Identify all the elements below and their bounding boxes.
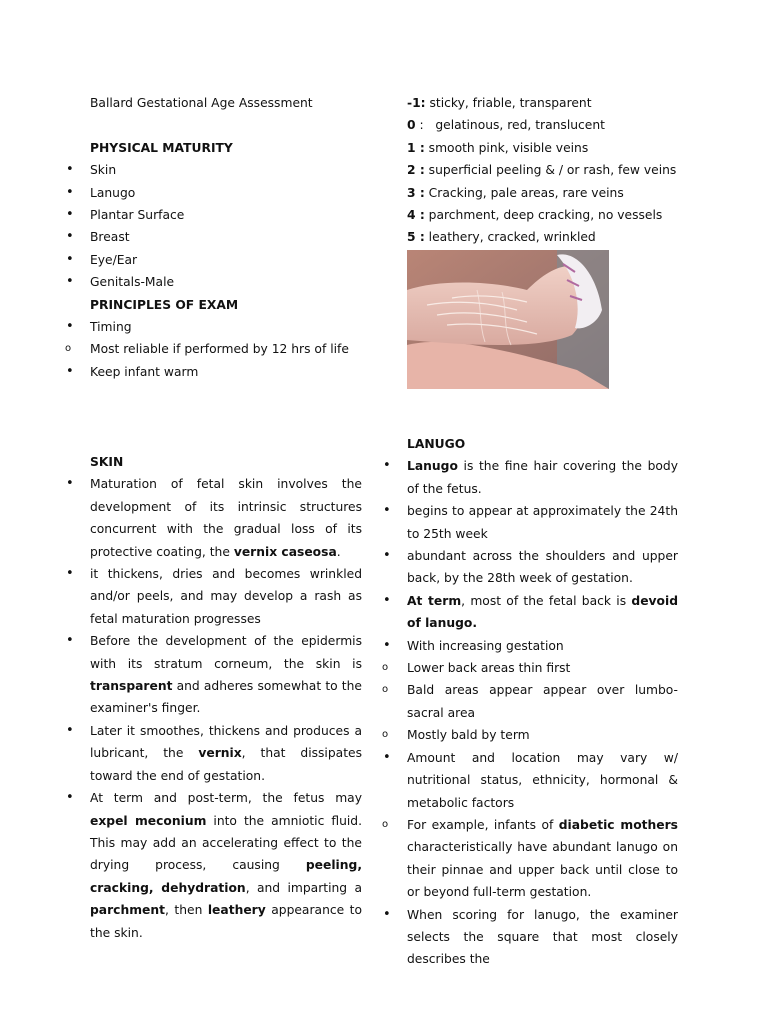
skin-section [90,451,362,944]
physical-maturity-heading: PHYSICAL MATURITY [90,140,233,155]
infant-foot-photo [407,250,609,389]
score-row: 2 : superficial peeling & / or rash, few veins [407,163,677,178]
foot-illustration [407,250,609,389]
list-item: • With increasing gestation [407,635,678,657]
score-row: 4 : parchment, deep cracking, no vessels [407,208,663,223]
score-row: -1: sticky, friable, transparent [407,96,592,110]
lanugo-section [407,433,678,971]
list-item: • At term and post-term, the fetus may expel meconium into the amniotic fluid. This may add an accelerating effect to the drying process, causing peeling, cracking, dehydration, and imparting a parchment, then leathery appearance to the skin. [90,787,362,944]
sub-list-item: o For example, infants of diabetic mothers characteristically have abundant lanugo on their pinnae and upper back until close to or beyond full-term gestation. [407,814,678,904]
principles-list [90,316,362,383]
list-item: • it thickens, dries and becomes wrinkled and/or peels, and may develop a rash as fetal maturation progresses [90,563,362,630]
list-item: • Timing [90,316,362,338]
skin-score-list [407,92,678,249]
sub-list-item: o Mostly bald by term [407,724,678,746]
list-item: • Later it smoothes, thickens and produces a lubricant, the vernix, that dissipates toward the end of gestation. [90,720,362,787]
left-column [90,92,362,383]
list-item: • abundant across the shoulders and upper back, by the 28th week of gestation. [407,545,678,590]
physical-maturity-list [90,159,362,293]
sub-list-item: o Most reliable if performed by 12 hrs of life [90,338,362,360]
score-row: 1 : smooth pink, visible veins [407,140,589,155]
list-item: • Skin [90,159,362,181]
skin-list [90,473,362,944]
list-item: • Lanugo is the fine hair covering the body of the fetus. [407,455,678,500]
document-title: Ballard Gestational Age Assessment [90,96,313,110]
lanugo-heading: LANUGO [407,437,466,451]
list-item: • Plantar Surface [90,204,362,226]
sub-list-item: o Lower back areas thin first [407,657,678,679]
principles-heading: PRINCIPLES OF EXAM [90,297,239,312]
list-item: • Keep infant warm [90,361,362,383]
sub-list-item: o Bald areas appear appear over lumbo-sacral area [407,679,678,724]
score-row: 0 : gelatinous, red, translucent [407,118,605,133]
list-item: • Amount and location may vary w/ nutritional status, ethnicity, hormonal & metabolic factors [407,747,678,814]
score-row: 3 : Cracking, pale areas, rare veins [407,185,624,200]
list-item: • Eye/Ear [90,249,362,271]
list-item: • Lanugo [90,182,362,204]
skin-heading: SKIN [90,455,124,469]
list-item: • Genitals-Male [90,271,362,293]
list-item: • At term, most of the fetal back is devoid of lanugo. [407,590,678,635]
lanugo-list [407,455,678,970]
score-row: 5 : leathery, cracked, wrinkled [407,230,596,245]
list-item: • Breast [90,226,362,248]
list-item: • Maturation of fetal skin involves the development of its intrinsic structures concurrent with the gradual loss of its protective coating, the vernix caseosa. [90,473,362,563]
list-item: • Before the development of the epidermis with its stratum corneum, the skin is transparent and adheres somewhat to the examiner's finger. [90,630,362,720]
list-item: • When scoring for lanugo, the examiner selects the square that most closely describes the [407,904,678,971]
list-item: • begins to appear at approximately the 24th to 25th week [407,500,678,545]
